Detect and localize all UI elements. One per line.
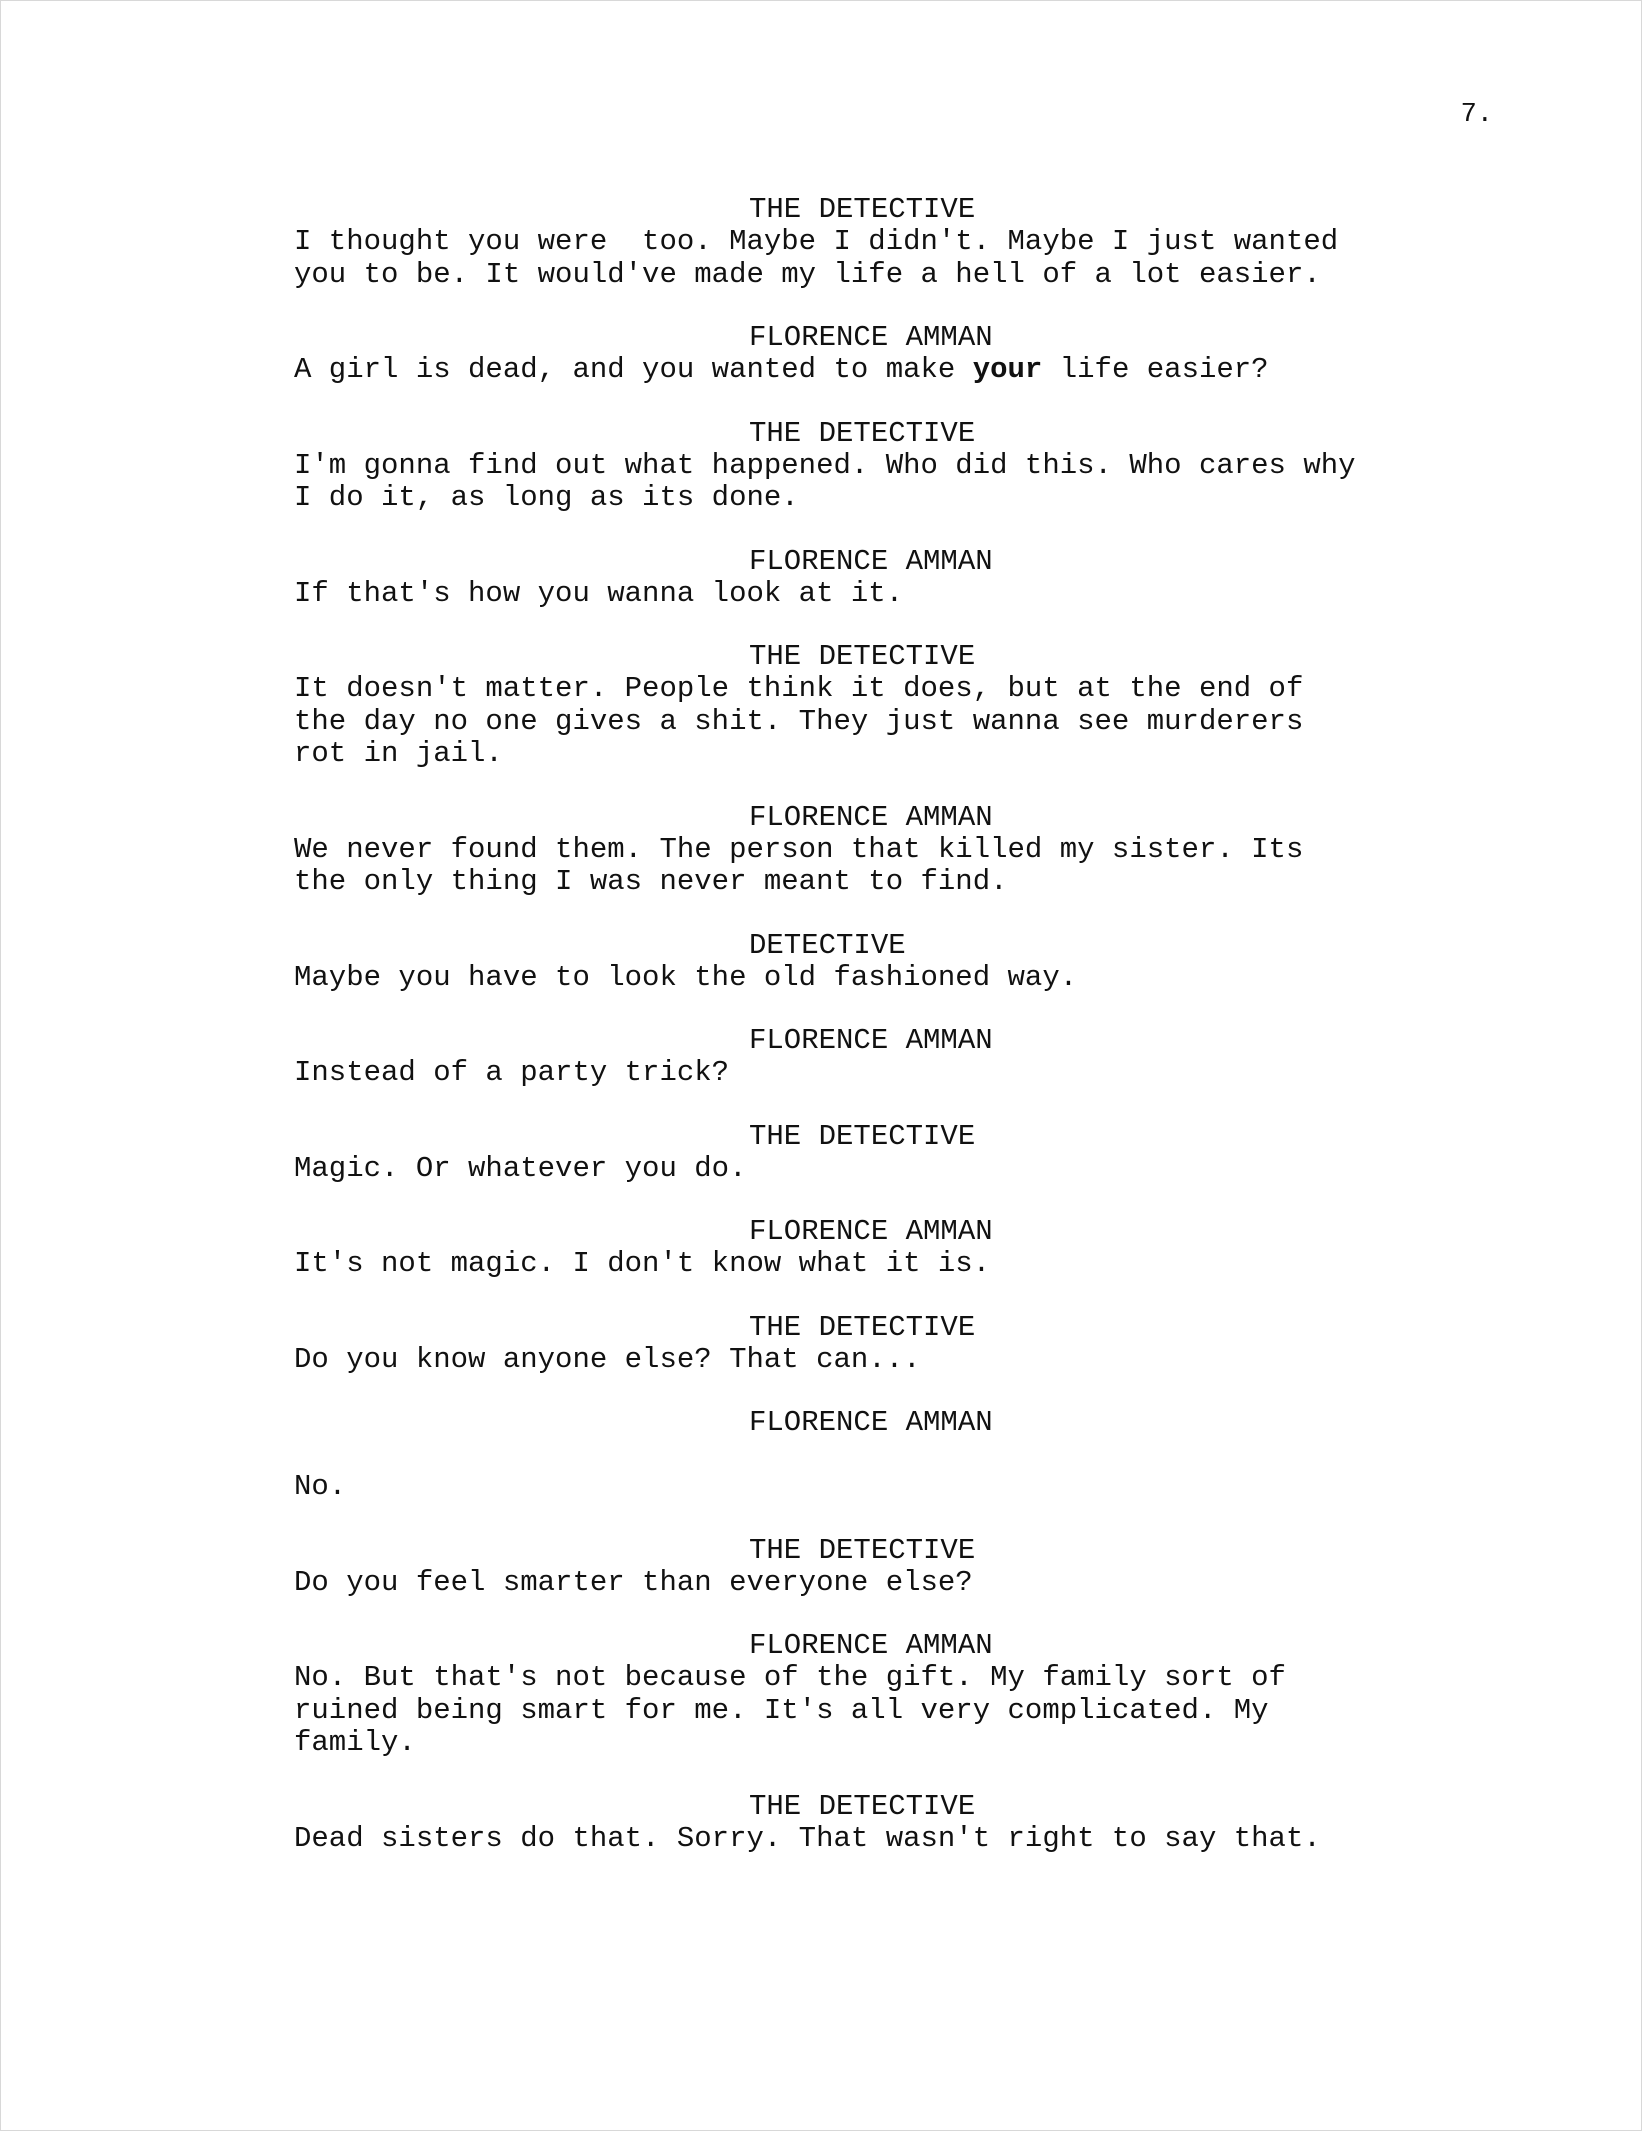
dialogue-line: rot in jail. [294,737,503,770]
dialogue-line: It doesn't matter. People think it does, but at the end of [294,672,1304,705]
dialogue-block [294,1121,1474,1186]
character-name: FLORENCE AMMAN [749,1215,993,1248]
dialogue-line: I thought you were too. Maybe I didn't. Maybe I just wanted [294,225,1339,258]
character-name: THE DETECTIVE [749,1789,976,1823]
page-number: 7. [1460,100,1493,130]
dialogue-block [294,322,1474,387]
dialogue-block [294,546,1474,611]
dialogue-line: It's not magic. I don't know what it is. [294,1247,991,1280]
dialogue-block [294,1025,1474,1090]
character-name: FLORENCE AMMAN [749,1024,993,1057]
character-name: FLORENCE AMMAN [749,544,993,578]
dialogue-text: life easier? [1042,353,1269,386]
dialogue-block [294,1407,1474,1504]
dialogue-block [294,1535,1474,1600]
character-name: THE DETECTIVE [749,416,976,450]
dialogue-line: Magic. Or whatever you do. [294,1151,747,1185]
character-name: DETECTIVE [749,928,906,962]
character-name: THE DETECTIVE [749,1533,976,1567]
dialogue-block [294,1791,1474,1856]
character-name: THE DETECTIVE [749,1119,976,1153]
dialogue-line: No. But that's not because of the gift. My family sort of [294,1661,1286,1694]
dialogue-line: the only thing I was never meant to find. [294,865,1008,898]
character-name: FLORENCE AMMAN [749,1629,993,1662]
dialogue-line: If that's how you wanna look at it. [294,576,904,610]
character-name: FLORENCE AMMAN [749,800,993,834]
character-name: FLORENCE AMMAN [749,321,993,354]
dialogue-line: I'm gonna find out what happened. Who did this. Who cares why [294,448,1356,482]
dialogue-line: Maybe you have to look the old fashioned way. [294,960,1078,994]
dialogue-line: Instead of a party trick? [294,1056,730,1089]
dialogue-line: No. [294,1470,347,1503]
dialogue-line: Dead sisters do that. Sorry. That wasn't right to say that. [294,1821,1321,1855]
dialogue-block [294,930,1474,995]
dialogue-block [294,194,1474,291]
dialogue-line: family. [294,1726,416,1759]
dialogue-line: you to be. It would've made my life a hell of a lot easier. [294,257,1321,291]
emphasized-word: your [972,353,1043,386]
dialogue-list [294,194,1474,1886]
dialogue-line: the day no one gives a shit. They just wanna see murderers [294,704,1304,738]
dialogue-block [294,641,1474,771]
dialogue-line: We never found them. The person that killed my sister. Its [294,832,1304,866]
dialogue-line: Do you feel smarter than everyone else? [294,1565,973,1599]
dialogue-block [294,802,1474,899]
dialogue-block [294,1216,1474,1281]
character-name: THE DETECTIVE [749,193,976,226]
dialogue-line: ruined being smart for me. It's all very complicated. My [294,1693,1269,1727]
blank-line [294,1439,1474,1471]
character-name: FLORENCE AMMAN [749,1406,993,1439]
character-name: THE DETECTIVE [749,1310,976,1344]
character-name: THE DETECTIVE [749,640,976,673]
dialogue-line [294,354,1474,387]
dialogue-line: I do it, as long as its done. [294,481,799,514]
dialogue-block [294,418,1474,515]
dialogue-line: Do you know anyone else? That can... [294,1342,921,1376]
dialogue-block [294,1630,1474,1760]
dialogue-block [294,1312,1474,1377]
dialogue-text: A girl is dead, and you wanted to make [294,353,973,386]
